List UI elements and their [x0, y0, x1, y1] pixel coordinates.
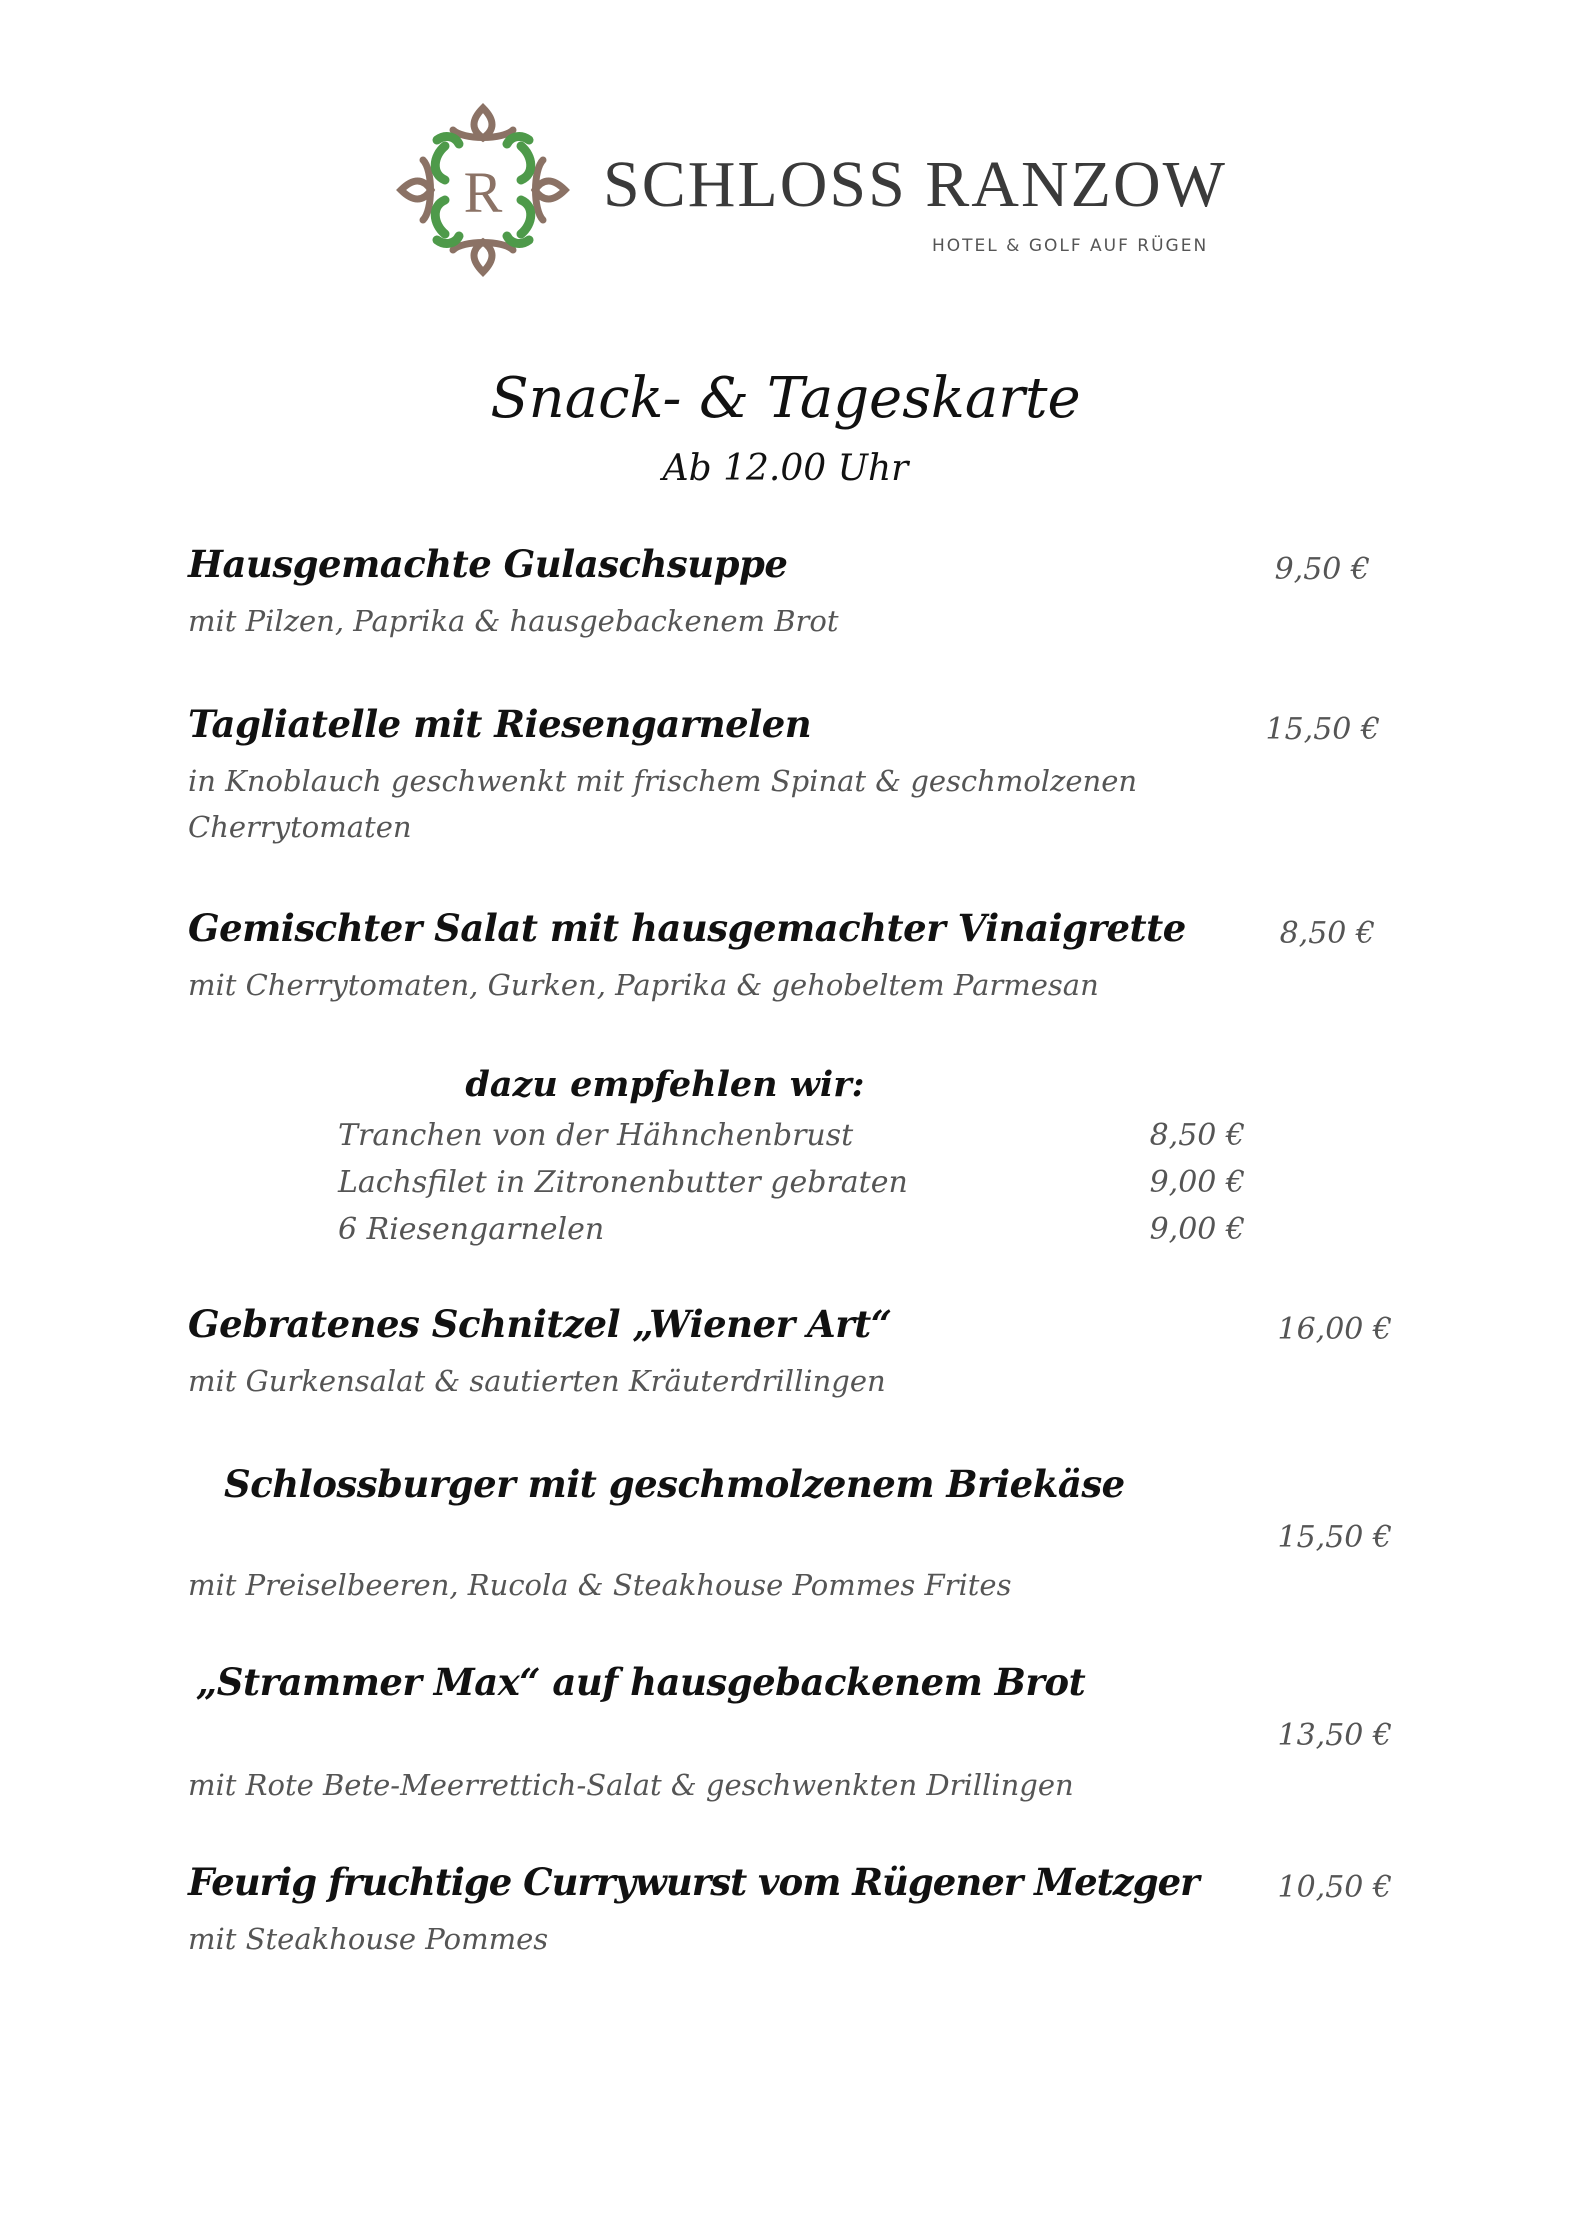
dish-price: 15,50 € [1277, 1520, 1392, 1555]
dish-price: 9,50 € [1274, 552, 1370, 587]
dish-name: Gemischter Salat mit hausgemachter Vinaigrette [188, 906, 1186, 950]
recommend-item-price: 8,50 € [1149, 1118, 1245, 1153]
recommend-item-name: Tranchen von der Hähnchenbrust [338, 1118, 854, 1153]
dish-description: mit Steakhouse Pommes [188, 1922, 549, 1956]
recommend-item-name: 6 Riesengarnelen [338, 1212, 605, 1247]
dish-description: mit Cherrytomaten, Gurken, Paprika & gehobeltem Parmesan [188, 968, 1099, 1002]
dish-price: 15,50 € [1265, 712, 1380, 747]
recommend-heading: dazu empfehlen wir: [465, 1064, 865, 1105]
dish-price: 13,50 € [1277, 1718, 1392, 1753]
dish-price: 16,00 € [1277, 1312, 1392, 1347]
dish-name: Tagliatelle mit Riesengarnelen [188, 702, 812, 746]
brand-name: SCHLOSS RANZOW [603, 148, 1227, 221]
brand-subtitle: HOTEL & GOLF AUF RÜGEN [932, 236, 1209, 256]
logo-letter: R [463, 160, 503, 225]
recommend-item-price: 9,00 € [1149, 1165, 1245, 1200]
dish-description: in Knoblauch geschwenkt mit frischem Spinat & geschmolzenen Cherrytomaten [188, 764, 1138, 844]
dish-name: „Strammer Max“ auf hausgebackenem Brot [196, 1660, 1086, 1704]
dish-description: mit Preiselbeeren, Rucola & Steakhouse Pommes Frites [188, 1568, 1012, 1602]
dish-name: Schlossburger mit geschmolzenem Briekäse [224, 1462, 1125, 1506]
page-subtitle: Ab 12.00 Uhr [662, 448, 909, 489]
recommend-item-name: Lachsfilet in Zitronenbutter gebraten [338, 1165, 908, 1200]
dish-price: 10,50 € [1277, 1870, 1392, 1905]
dish-description: mit Rote Bete-Meerrettich-Salat & geschwenkten Drillingen [188, 1768, 1074, 1802]
dish-name: Gebratenes Schnitzel „Wiener Art“ [188, 1302, 892, 1346]
dish-price: 8,50 € [1279, 916, 1375, 951]
dish-description: mit Gurkensalat & sautierten Kräuterdrillingen [188, 1364, 886, 1398]
dish-description: mit Pilzen, Paprika & hausgebackenem Brot [188, 604, 839, 638]
dish-name: Feurig fruchtige Currywurst vom Rügener Metzger [188, 1860, 1199, 1904]
dish-name: Hausgemachte Gulaschsuppe [188, 542, 788, 586]
ornament-logo-icon [393, 100, 573, 280]
page-title: Snack- & Tageskarte [490, 366, 1081, 431]
recommend-item-price: 9,00 € [1149, 1212, 1245, 1247]
